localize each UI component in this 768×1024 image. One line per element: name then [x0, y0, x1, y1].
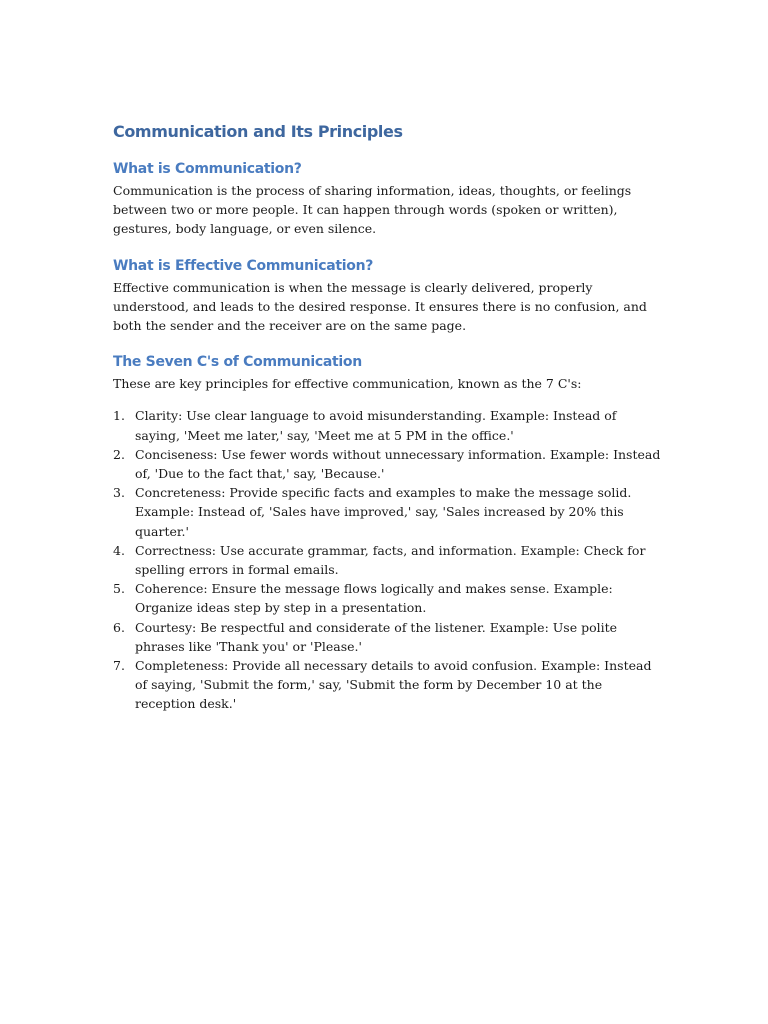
- section-heading: What is Effective Communication?: [113, 257, 374, 274]
- document-page: [113, 122, 661, 714]
- list-text: Conciseness: Use fewer words without unnecessary information. Example: Instead of, 'Due to the fact that,' say, 'Because.': [135, 446, 661, 482]
- principles-list: [113, 406, 661, 713]
- section-seven-cs: [113, 354, 661, 713]
- list-item: [113, 579, 661, 617]
- list-item: [113, 483, 661, 541]
- section-intro: These are key principles for effective communication, known as the 7 C's:: [113, 376, 582, 392]
- list-text: Completeness: Provide all necessary details to avoid confusion. Example: Instead of saying, 'Submit the form,' say, 'Submit the form by December 10 at the reception desk.': [135, 658, 652, 712]
- list-text: Concreteness: Provide specific facts and examples to make the message solid. Example: Instead of, 'Sales have improved,' say, 'Sales increased by 20% this quarter.': [135, 485, 632, 539]
- list-item: [113, 406, 661, 444]
- list-number: 1.: [113, 408, 125, 424]
- document-title: Communication and Its Principles: [113, 122, 403, 141]
- section-effective-communication: [113, 258, 661, 336]
- section-heading: What is Communication?: [113, 161, 302, 177]
- list-number: 7.: [113, 658, 125, 674]
- list-number: 3.: [113, 485, 125, 501]
- list-number: 6.: [113, 619, 125, 635]
- list-number: 4.: [113, 542, 125, 558]
- list-item: [113, 541, 661, 579]
- section-what-is-communication: [113, 161, 661, 239]
- section-body: Effective communication is when the message is clearly delivered, properly understood, and leads to the desired response. It ensures there is no confusion, and both the sender and the receiver are on the same page.: [113, 279, 647, 334]
- list-text: Clarity: Use clear language to avoid misunderstanding. Example: Instead of saying, 'Meet me later,' say, 'Meet me at 5 PM in the office.': [135, 408, 617, 443]
- section-body: Communication is the process of sharing information, ideas, thoughts, or feelings between two or more people. It can happen through words (spoken or written), gestures, body language, or even silence.: [113, 183, 632, 237]
- list-item: [113, 656, 661, 714]
- list-item: [113, 618, 661, 656]
- list-number: 5.: [113, 581, 125, 597]
- section-heading: The Seven C's of Communication: [113, 354, 362, 371]
- list-text: Coherence: Ensure the message flows logically and makes sense. Example: Organize ideas step by step in a presentation.: [135, 581, 613, 616]
- list-item: [113, 445, 661, 483]
- list-text: Courtesy: Be respectful and considerate of the listener. Example: Use polite phrases like 'Thank you' or 'Please.': [135, 619, 618, 654]
- list-text: Correctness: Use accurate grammar, facts, and information. Example: Check for spelling errors in formal emails.: [135, 542, 646, 578]
- list-number: 2.: [113, 446, 125, 462]
